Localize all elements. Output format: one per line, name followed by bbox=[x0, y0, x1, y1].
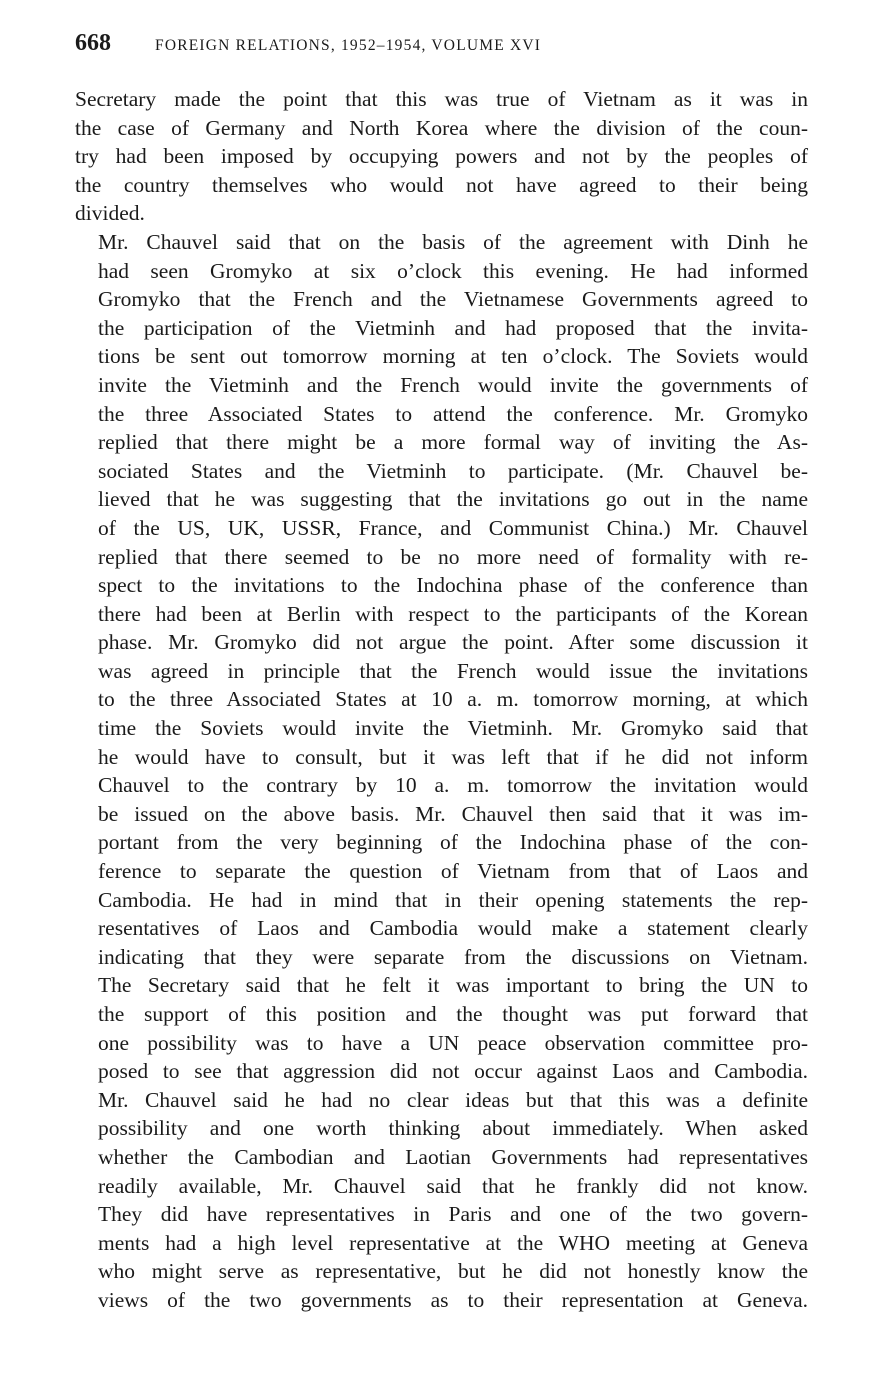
running-head bbox=[75, 30, 808, 70]
text-line: readily available, Mr. Chauvel said that he frankly did not know. bbox=[98, 1173, 808, 1198]
text-line: ference to separate the question of Vietnam from that of Laos and bbox=[98, 859, 808, 884]
page-number: 668 bbox=[75, 30, 111, 56]
text-line: time the Soviets would invite the Vietminh. Mr. Gromyko said that bbox=[98, 716, 808, 741]
text-line: resentatives of Laos and Cambodia would make a statement clearly bbox=[98, 916, 808, 941]
text-line: Chauvel to the contrary by 10 a. m. tomorrow the invitation would bbox=[98, 773, 808, 798]
text-line: spect to the invitations to the Indochina phase of the conference than bbox=[98, 573, 808, 598]
text-line: tions be sent out tomorrow morning at ten o’clock. The Soviets would bbox=[98, 344, 808, 369]
text-line: the support of this position and the thought was put forward that bbox=[98, 1002, 808, 1026]
text-line: They did have representatives in Paris and one of the two govern- bbox=[98, 1202, 808, 1227]
text-line: ments had a high level representative at the WHO meeting at Geneva bbox=[98, 1230, 808, 1255]
text-line: posed to see that aggression did not occur against Laos and Cambodia. bbox=[98, 1059, 808, 1084]
text-line: the three Associated States to attend the conference. Mr. Gromyko bbox=[98, 401, 808, 426]
paragraph bbox=[75, 228, 808, 1315]
text-line: he would have to consult, but it was left that if he did not inform bbox=[98, 744, 808, 769]
text-line: portant from the very beginning of the Indochina phase of the con- bbox=[98, 830, 808, 855]
text-line: was agreed in principle that the French would issue the invitations bbox=[98, 658, 808, 683]
text-line: divided. bbox=[75, 201, 145, 226]
body-text bbox=[75, 85, 808, 1315]
text-line: sociated States and the Vietminh to participate. (Mr. Chauvel be- bbox=[98, 458, 808, 483]
text-line: who might serve as representative, but he did not honestly know the bbox=[98, 1259, 808, 1284]
paragraph bbox=[75, 85, 808, 228]
text-line: The Secretary said that he felt it was important to bring the UN to bbox=[98, 973, 808, 998]
text-line: indicating that they were separate from the discussions on Vietnam. bbox=[98, 944, 808, 969]
text-line: possibility and one worth thinking about immediately. When asked bbox=[98, 1116, 808, 1141]
text-line: one possibility was to have a UN peace observation committee pro- bbox=[98, 1030, 808, 1055]
text-line: the case of Germany and North Korea where the division of the coun- bbox=[75, 115, 808, 140]
text-line: phase. Mr. Gromyko did not argue the point. After some discussion it bbox=[98, 630, 808, 655]
text-line: the participation of the Vietminh and had proposed that the invita- bbox=[98, 315, 808, 340]
text-line: replied that there might be a more formal way of inviting the As- bbox=[98, 430, 808, 455]
document-page bbox=[75, 30, 808, 1315]
text-line: lieved that he was suggesting that the invitations go out in the name bbox=[98, 487, 808, 512]
text-line: Gromyko that the French and the Vietnamese Governments agreed to bbox=[98, 287, 808, 312]
text-line: there had been at Berlin with respect to the participants of the Korean bbox=[98, 601, 808, 626]
text-line: whether the Cambodian and Laotian Governments had representatives bbox=[98, 1144, 808, 1169]
text-line: views of the two governments as to their representation at Geneva. bbox=[98, 1287, 808, 1312]
text-line: Mr. Chauvel said he had no clear ideas but that this was a definite bbox=[98, 1087, 808, 1112]
text-line: Mr. Chauvel said that on the basis of the agreement with Dinh he bbox=[98, 229, 808, 254]
running-head-title: FOREIGN RELATIONS, 1952–1954, VOLUME XVI bbox=[155, 37, 542, 54]
text-line: invite the Vietminh and the French would invite the governments of bbox=[98, 372, 808, 397]
text-line: to the three Associated States at 10 a. m. tomorrow morning, at which bbox=[98, 687, 808, 712]
text-line: Cambodia. He had in mind that in their opening statements the rep- bbox=[98, 887, 808, 912]
text-line: of the US, UK, USSR, France, and Communist China.) Mr. Chauvel bbox=[98, 515, 808, 540]
text-line: try had been imposed by occupying powers and not by the peoples of bbox=[75, 144, 808, 169]
text-line: replied that there seemed to be no more need of formality with re- bbox=[98, 544, 808, 569]
text-line: had seen Gromyko at six o’clock this evening. He had informed bbox=[98, 258, 808, 283]
text-line: the country themselves who would not have agreed to their being bbox=[75, 172, 808, 197]
text-line: Secretary made the point that this was true of Vietnam as it was in bbox=[75, 87, 808, 111]
text-line: be issued on the above basis. Mr. Chauvel then said that it was im- bbox=[98, 801, 808, 826]
